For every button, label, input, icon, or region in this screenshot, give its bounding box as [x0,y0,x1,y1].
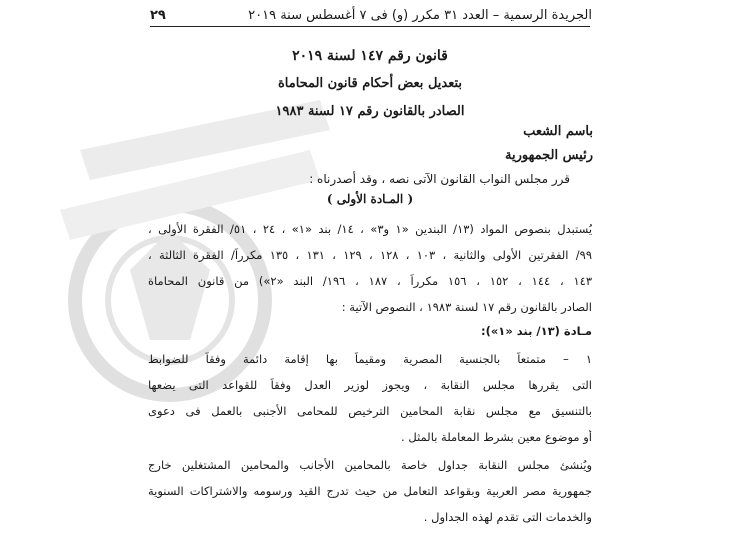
gazette-header [150,6,592,24]
paragraph-1-line: ٩٩/ الفقرتين الأولى والثانية ، ١٠٣ ، ١٢٨ ، ١٢٩ ، ١٣١ ، ١٣٥ مكرراً/ الفقرة الثالثة ، [148,248,592,262]
paragraph-3-line: جمهورية مصر العربية وبقواعد التعامل من حيث تدرج القيد ورسومه والاشتراكات السنوية [148,484,592,498]
law-titles [0,42,740,126]
paragraph-3-line: ويُنشئ مجلس النقابة جداول خاصة بالمحامين الأجانب والمحامين المشتغلين خارج [148,458,592,472]
law-title: قانون رقم ١٤٧ لسنة ٢٠١٩ [292,48,448,64]
article-first-heading: ( المـادة الأولى ) [326,192,414,206]
president-label: رئيس الجمهورية [505,148,593,163]
decree-text: قرر مجلس النواب القانون الآتى نصه ، وقد أصدرناه : [309,172,570,186]
in-name-of-people: باسم الشعب [523,124,593,139]
article-13-heading: مـادة (١٣/ بند «١»): [481,324,592,338]
law-issued-title: الصادر بالقانون رقم ١٧ لسنة ١٩٨٣ [275,104,465,119]
paragraph-2-line: أو موضوع معين بشرط المعاملة بالمثل . [401,430,592,444]
paragraph-1-line: الصادر بالقانون رقم ١٧ لسنة ١٩٨٣ ، النصوص الآتية : [341,300,592,314]
law-amendment-title: بتعديل بعض أحكام قانون المحاماة [277,76,463,91]
paragraph-2-line: بالتنسيق مع مجلس نقابة المحامين الترخيص للمحامى الأجنبى بالعمل فى دعوى [148,404,592,418]
gazette-header-text: الجريدة الرسمية – العدد ٣١ مكرر (و) فى ٧ أغسطس سنة ٢٠١٩ [248,7,592,23]
paragraph-3-line: والخدمات التى تقدم لهذه الجداول . [423,510,592,524]
paragraph-1-line: يُستبدل بنصوص المواد (١٣/ البندين «١ و٣» ، ١٤/ بند «١» ، ٢٤ ، ٥١/ الفقرة الأولى ، [148,222,592,236]
header-divider [150,26,590,27]
page-number: ٢٩ [150,7,166,23]
paragraph-2-line: التى يقررها مجلس النقابة ، ويجوز لوزير العدل وفقاً للقواعد التى يضعها [148,378,592,392]
paragraph-1-line: ١٤٣ ، ١٤٤ ، ١٥٢ ، ١٥٦ مكرراً ، ١٨٧ ، ١٩٦/ البند «٢») من قانون المحاماة [148,274,592,288]
paragraph-2-line: ١ – متمتعاً بالجنسية المصرية ومقيماً بها إقامة دائمة وفقاً للضوابط [148,352,592,366]
